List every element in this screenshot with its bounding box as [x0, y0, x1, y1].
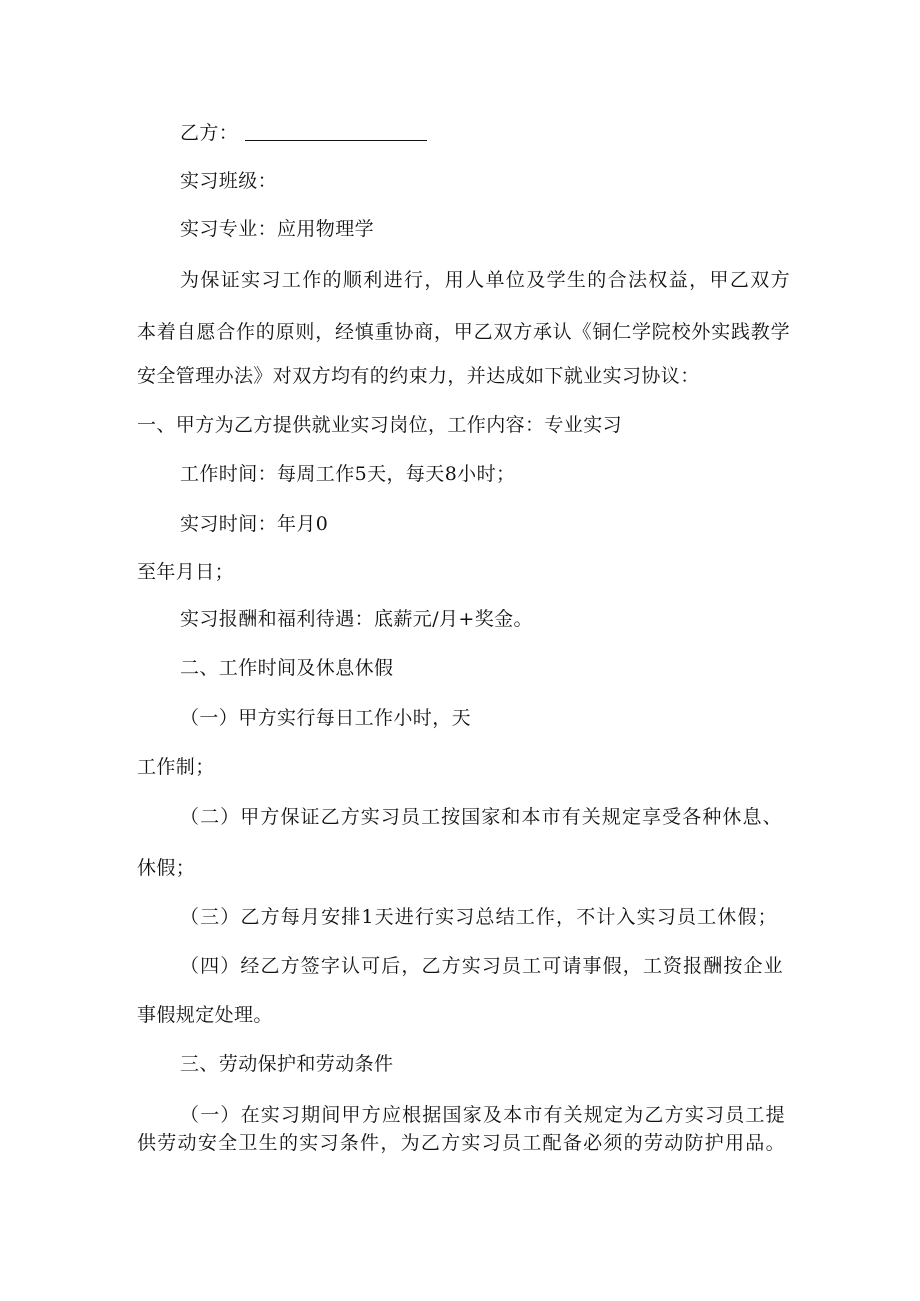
section-two-item-1: （一）甲方实行每日工作小时，天 [180, 707, 472, 729]
section-two-item-4-text: （四）经乙方签字认可后，乙方实习员工可请事假，工资报酬按企业 [180, 955, 783, 977]
section-three-heading: 三、劳动保护和劳动条件 [180, 1053, 394, 1075]
party-b-line [0, 118, 920, 148]
intro-line-3: 安全管理办法》对双方均有的约束力，并达成如下就业实习协议： [137, 365, 700, 387]
section-three-item-1-text: （一）在实习期间甲方应根据国家及本市有关规定为乙方实习员工提 [180, 1104, 785, 1126]
section-two-item-3 [180, 902, 777, 932]
section-one-line: 一、甲方为乙方提供就业实习岗位，工作内容：专业实习 [137, 414, 623, 436]
section-two-item-4-cont: 事假规定处理。 [137, 1004, 273, 1026]
work-time-line: 工作时间：每周工作5天，每天8小时； [180, 463, 516, 485]
section-two-item-3-text: （三）乙方每月安排1天进行实习总结工作，不计入实习员工休假； [180, 906, 777, 928]
class-line: 实习班级： [180, 170, 278, 192]
party-b-blank-field[interactable] [229, 118, 427, 148]
section-two-item-4 [180, 951, 783, 981]
salary-line: 实习报酬和福利待遇：底薪元/月+奖金。 [180, 608, 533, 630]
intro-line-2 [137, 317, 790, 347]
section-three-item-1 [180, 1100, 785, 1130]
internship-time-line: 实习时间：年月0 [180, 513, 329, 535]
section-two-item-1-cont: 工作制； [137, 756, 215, 778]
section-two-item-2-text: （二）甲方保证乙方实习员工按国家和本市有关规定享受各种休息、 [180, 806, 782, 828]
intro-text-2: 本着自愿合作的原则，经慎重协商，甲乙双方承认《铜仁学院校外实践教学 [137, 321, 790, 343]
internship-end-line: 至年月日； [137, 561, 235, 583]
party-b-label: 乙方： [180, 122, 239, 144]
intro-line-1 [180, 265, 790, 295]
section-two-item-2-cont: 休假； [137, 857, 196, 879]
major-line: 实习专业：应用物理学 [180, 218, 375, 240]
section-two-item-2 [180, 802, 782, 832]
section-three-item-1-cont [137, 1128, 785, 1158]
intro-text-1: 为保证实习工作的顺利进行，用人单位及学生的合法权益，甲乙双方 [180, 269, 790, 291]
section-two-heading: 二、工作时间及休息休假 [180, 657, 394, 679]
section-three-item-1-cont-text: 供劳动安全卫生的实习条件，为乙方实习员工配备必须的劳动防护用品。 [137, 1132, 785, 1154]
